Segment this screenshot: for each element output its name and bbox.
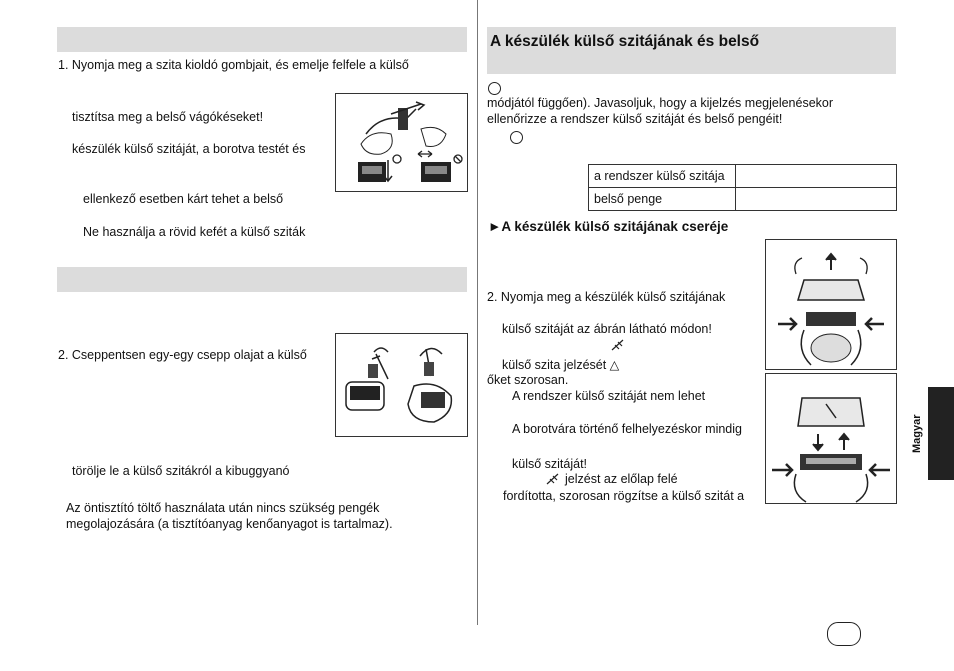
- instruction-line-3: őket szorosan.: [487, 373, 569, 387]
- section-header-band-1: [57, 27, 467, 52]
- instruction-line-1: külső szitáját az ábrán látható módon!: [502, 322, 712, 336]
- step-2-oil-text: 2. Cseppentsen egy-egy csepp olajat a külső: [58, 348, 307, 362]
- section-header-band-2: [57, 267, 467, 292]
- indicator-icon-2: [510, 131, 523, 144]
- table-cell-value: [736, 165, 897, 188]
- column-divider: [477, 0, 478, 625]
- instruction-line-8: fordította, szorosan rögzítse a külső szitát a: [503, 489, 745, 503]
- foil-mark-icon: [610, 338, 626, 352]
- instruction-line-6: külső szitáját!: [512, 457, 588, 471]
- damage-warning-text: ellenkező esetben kárt tehet a belső: [83, 192, 284, 206]
- wipe-text: törölje le a külső szitákról a kibuggyanó: [72, 464, 290, 478]
- step-2-replace-text: 2. Nyomja meg a készülék külső szitájának: [487, 290, 726, 304]
- intro-line-2: ellenőrizze a rendszer külső szitáját és belső pengéit!: [487, 112, 783, 126]
- figure-oiling: [335, 333, 468, 437]
- brush-warning-text: Ne használja a rövid kefét a külső sziták: [83, 225, 306, 239]
- language-tab-text: Magyar: [906, 387, 928, 480]
- page-number-badge: [827, 622, 861, 646]
- indicator-icon: [488, 82, 501, 95]
- instruction-line-4: A rendszer külső szitáját nem lehet: [512, 389, 706, 403]
- step-1-text: 1. Nyomja meg a szita kioldó gombjait, és emelje felfele a külső: [58, 58, 409, 72]
- note-line-1: Az öntisztító töltő használata után nincs szükség pengék: [66, 501, 380, 515]
- body-text: készülék külső szitáját, a borotva testét és: [72, 142, 306, 156]
- note-line-2: megolajozására (a tisztítóanyag kenőanyagot is tartalmaz).: [66, 517, 393, 531]
- table-cell-label: belső penge: [589, 188, 736, 211]
- subheading-replace-foil: ►A készülék külső szitájának cseréje: [488, 219, 729, 234]
- table-cell-value: [736, 188, 897, 211]
- section-title: A készülék külső szitájának és belső: [490, 33, 760, 50]
- table-row: [589, 188, 897, 211]
- instruction-line-7: jelzést az előlap felé: [565, 472, 678, 486]
- instruction-line-5: A borotvára történő felhelyezéskor mindig: [512, 422, 742, 436]
- table-cell-label: a rendszer külső szitája: [589, 165, 736, 188]
- instruction-line-2: külső szita jelzését △: [502, 358, 620, 372]
- figure-attach-foil: [765, 373, 897, 504]
- figure-cleaning-blades: [335, 93, 468, 192]
- intro-line-1: módjától függően). Javasoljuk, hogy a kijelzés megjelenésekor: [487, 96, 834, 110]
- parts-table: [588, 164, 897, 211]
- figure-remove-foil: [765, 239, 897, 370]
- foil-mark-icon-2: [545, 472, 561, 486]
- table-row: [589, 165, 897, 188]
- clean-blades-text: tisztítsa meg a belső vágókéseket!: [72, 110, 264, 124]
